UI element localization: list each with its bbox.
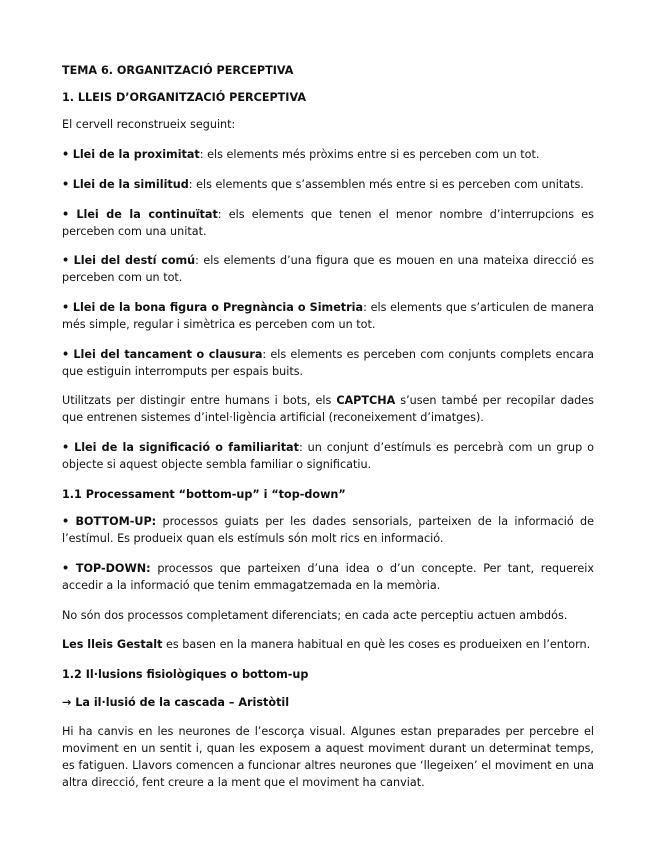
bullet: • (62, 562, 70, 575)
gestalt-term: Les lleis Gestalt (62, 638, 163, 651)
bullet: • (62, 301, 70, 314)
law-name: Llei de la proximitat (72, 148, 200, 161)
law-significance (62, 439, 594, 473)
not-differentiated-text: No són dos processos completament diferenciats; en cada acte perceptiu actuen ambdós. (62, 609, 568, 622)
law-closure (62, 346, 594, 380)
bullet: • (62, 348, 70, 361)
bottom-up-paragraph (62, 513, 594, 547)
law-text: : els elements es perceben com conjunts complets encara que estiguin interromputs per espais buits. (62, 348, 595, 378)
gestalt-text: es basen en la manera habitual en què les coses es produeixen en l’entorn. (162, 638, 591, 651)
law-proximity (62, 146, 594, 163)
law-name: Llei del tancament o clausura (73, 348, 263, 361)
law-continuity (62, 206, 594, 240)
document-title: TEMA 6. ORGANITZACIÓ PERCEPTIVA (62, 64, 294, 77)
law-name: Llei de la continuïtat (76, 208, 218, 221)
law-text: : els elements que s’articulen de manera més simple, regular i simètrica es perceben com un tot. (62, 301, 594, 331)
law-text: : els elements que tenen el menor nombre d’interrupcions es perceben com una unitat. (62, 208, 595, 238)
intro-text: El cervell reconstrueix seguint: (62, 118, 236, 131)
bottom-up-text: processos guiats per les dades sensorials, parteixen de la informació de l’estímul. Es produeix quan els estímuls són molt rics en informació. (62, 515, 595, 545)
section-heading-1-2: 1.2 Il·lusions fisiològiques o bottom-up (62, 668, 309, 681)
top-down-text: processos que parteixen d’una idea o d’un concepte. Per tant, requereix accedir a la informació que tenim emmagatzemada en la memòria. (62, 562, 594, 592)
law-name: Llei de la bona figura o Pregnància o Simetria (72, 301, 364, 314)
top-down-paragraph (62, 560, 594, 594)
bullet: • (62, 208, 70, 221)
law-text: : els elements d’una figura que es mouen en una mateixa direcció es perceben com un tot. (62, 254, 594, 284)
law-good-figure (62, 299, 594, 333)
law-common-fate (62, 252, 594, 286)
law-name: Llei de la similitud (72, 178, 189, 191)
law-name: Llei de la significació o familiaritat (74, 441, 299, 454)
law-name: Llei del destí comú (73, 254, 196, 267)
term-top-down: TOP-DOWN: (75, 562, 151, 575)
gestalt-paragraph (62, 636, 594, 653)
law-text: : els elements més pròxims entre si es perceben com un tot. (199, 148, 540, 161)
captcha-term: CAPTCHA (336, 394, 396, 407)
captcha-paragraph (62, 392, 594, 426)
term-bottom-up: BOTTOM-UP: (75, 515, 157, 528)
bullet: • (62, 441, 70, 454)
captcha-post: s’usen també per recopilar dades que entrenen sistemes d’intel·ligència artificial (reconeixement d’imatges). (62, 394, 594, 424)
bullet: • (62, 254, 70, 267)
cascade-illusion-text: Hi ha canvis en les neurones de l’escorça visual. Algunes estan preparades per percebre el moviment en un sentit i, quan les exposem a aquest moviment durant un determinat temps, es fatiguen. Llavors comencen a funcionar altres neurones que ‘llegeixen’ el moviment en una altra direcció, fent creure a la ment que el moviment ha canviat. (62, 725, 594, 789)
bullet: • (62, 515, 70, 528)
section-heading-1-1: 1.1 Processament “bottom-up” i “top-down” (62, 488, 346, 501)
section-heading-1: 1. LLEIS D’ORGANITZACIÓ PERCEPTIVA (62, 91, 307, 104)
law-text: : un conjunt d’estímuls es percebrà com un grup o objecte si aquest objecte sembla familiar o significatiu. (62, 441, 594, 471)
law-text: : els elements que s’assemblen més entre si es perceben com unitats. (188, 178, 584, 191)
law-similarity (62, 176, 594, 193)
bullet: • (62, 148, 70, 161)
bullet: • (62, 178, 70, 191)
cascade-illusion-title: → La il·lusió de la cascada – Aristòtil (62, 696, 290, 709)
captcha-pre: Utilitzats per distingir entre humans i bots, els (62, 394, 337, 407)
